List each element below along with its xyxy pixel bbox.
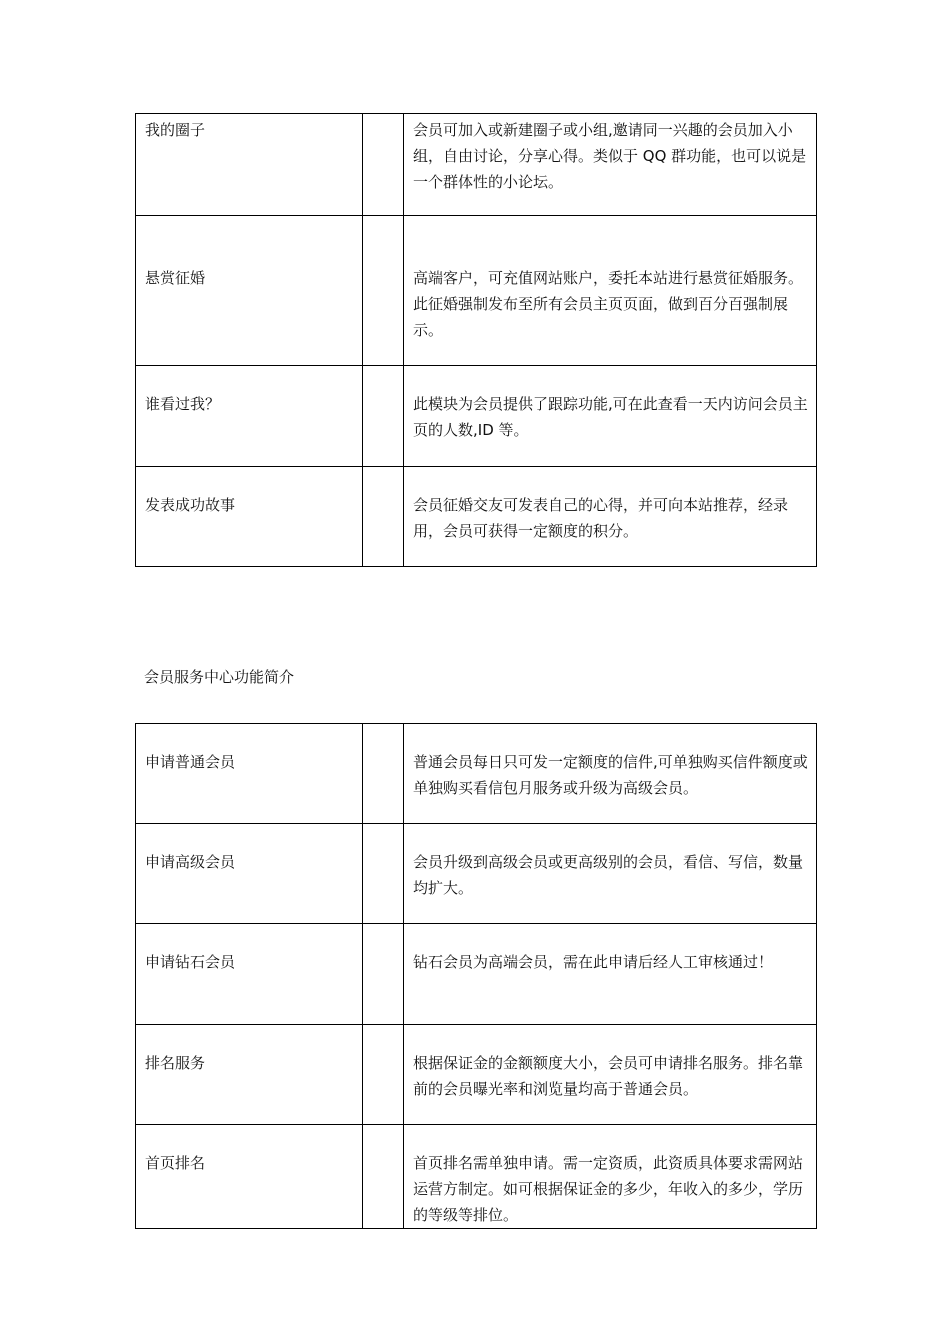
row-description: 会员征婚交友可发表自己的心得，并可向本站推荐，经录用，会员可获得一定额度的积分。 xyxy=(413,496,789,540)
row-description: 高端客户，可充值网站账户，委托本站进行悬赏征婚服务。此征婚强制发布至所有会员主页页面，做到百分百强制展示。 xyxy=(413,269,804,339)
row-description: 钻石会员为高端会员，需在此申请后经人工审核通过！ xyxy=(413,953,774,971)
row-description: 会员升级到高级会员或更高级别的会员，看信、写信，数量均扩大。 xyxy=(413,853,804,897)
table-row xyxy=(136,1025,817,1125)
empty-cell xyxy=(363,824,404,924)
section-heading: 会员服务中心功能简介 xyxy=(144,668,295,686)
row-description: 此模块为会员提供了跟踪功能,可在此查看一天内访问会员主页的人数,ID 等。 xyxy=(413,395,808,439)
features-table-1 xyxy=(135,113,817,567)
empty-cell xyxy=(363,366,404,467)
table-row xyxy=(136,114,817,216)
table-row xyxy=(136,366,817,467)
table-row xyxy=(136,1125,817,1229)
row-title: 发表成功故事 xyxy=(145,496,236,514)
row-title: 申请钻石会员 xyxy=(145,953,236,971)
empty-cell xyxy=(363,1125,404,1229)
row-description: 普通会员每日只可发一定额度的信件,可单独购买信件额度或单独购买看信包月服务或升级为高级会员。 xyxy=(413,753,808,797)
row-title: 申请高级会员 xyxy=(145,853,236,871)
empty-cell xyxy=(363,467,404,567)
empty-cell xyxy=(363,216,404,366)
table-row xyxy=(136,216,817,366)
row-title: 谁看过我？ xyxy=(145,395,221,413)
row-title: 排名服务 xyxy=(145,1054,206,1072)
empty-cell xyxy=(363,924,404,1025)
row-description: 会员可加入或新建圈子或小组,邀请同一兴趣的会员加入小组，自由讨论，分享心得。类似于 QQ 群功能，也可以说是一个群体性的小论坛。 xyxy=(413,121,807,191)
row-title: 申请普通会员 xyxy=(145,753,236,771)
empty-cell xyxy=(363,114,404,216)
table-row xyxy=(136,824,817,924)
empty-cell xyxy=(363,1025,404,1125)
member-services-table xyxy=(135,723,817,1229)
table-row xyxy=(136,924,817,1025)
row-title: 悬赏征婚 xyxy=(145,269,206,287)
table-row xyxy=(136,724,817,824)
row-title: 我的圈子 xyxy=(145,121,206,139)
table-row xyxy=(136,467,817,567)
empty-cell xyxy=(363,724,404,824)
row-description: 根据保证金的金额额度大小，会员可申请排名服务。排名靠前的会员曝光率和浏览量均高于普通会员。 xyxy=(413,1054,804,1098)
row-title: 首页排名 xyxy=(145,1154,206,1172)
row-description: 首页排名需单独申请。需一定资质，此资质具体要求需网站运营方制定。如可根据保证金的多少，年收入的多少，学历的等级等排位。 xyxy=(413,1154,804,1224)
